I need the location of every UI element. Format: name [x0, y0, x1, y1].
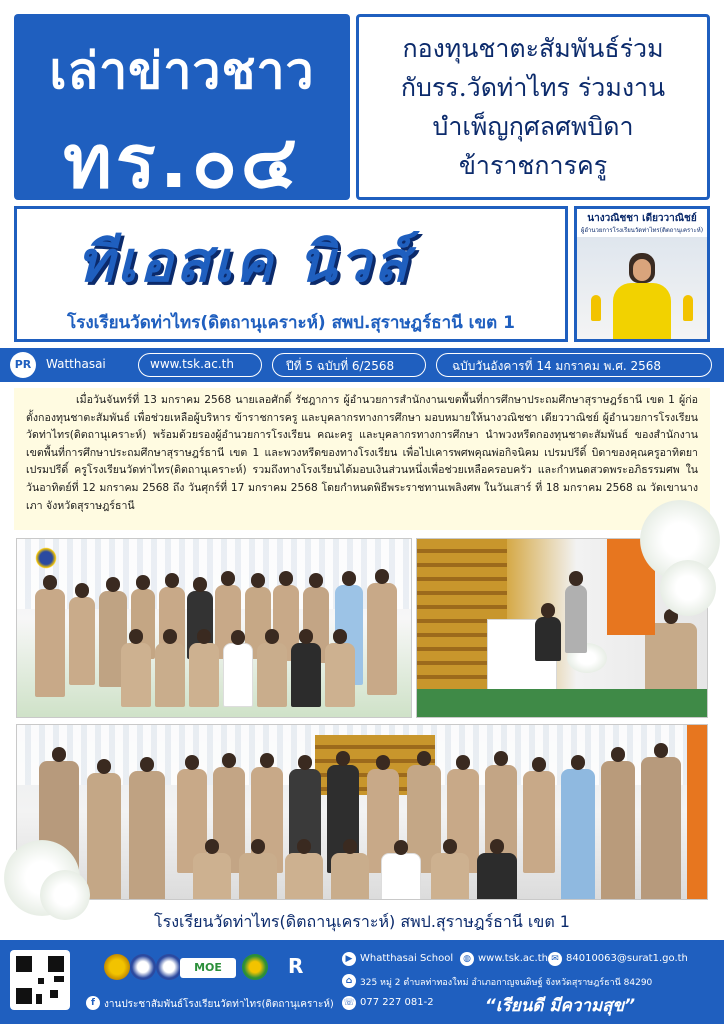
person: [431, 853, 469, 900]
moe-logo: MOE: [180, 958, 236, 978]
green-floor: [417, 689, 708, 718]
date-label: ฉบับวันอังคารที่ 14 มกราคม พ.ศ. 2568: [452, 359, 662, 373]
person: [87, 773, 121, 900]
footer-address: 325 หมู่ 2 ตำบลท่าทองใหม่ อำเภอกาญจนดิษฐ์ จังหวัดสุราษฎร์ธานี 84290: [360, 978, 653, 988]
headline-line: กับรร.วัดท่าไทร ร่วมงาน: [400, 73, 666, 102]
home-icon: ⌂: [342, 974, 356, 988]
headline-block: [356, 14, 710, 200]
header-title-line1: เล่าข่าวชาว: [49, 42, 315, 100]
lamp-icon: [591, 295, 601, 321]
decorative-flower: [660, 560, 716, 616]
person: [121, 643, 151, 707]
person: [367, 583, 397, 695]
person: [535, 617, 561, 661]
person: [35, 589, 65, 697]
district-logo-icon: [242, 954, 268, 980]
person: [325, 643, 355, 707]
seal-logo-icon: [104, 954, 130, 980]
issue-label: ปีที่ 5 ฉบับที่ 6/2568: [286, 359, 395, 373]
director-name: นางวณิชชา เดียววาณิชย์: [587, 213, 697, 224]
portrait-face: [633, 259, 651, 281]
director-portrait: [574, 206, 710, 342]
lamp-icon: [683, 295, 693, 321]
portrait-body: [613, 283, 671, 341]
issue-info-bar: [0, 348, 724, 382]
facebook-page-label[interactable]: งานประชาสัมพันธ์โรงเรียนวัดท่าไทร(ดิตถานุเคราะห์): [104, 999, 334, 1010]
group-photo-1: [16, 538, 412, 718]
person: [641, 757, 681, 900]
person: [381, 853, 421, 900]
footer: [0, 940, 724, 1024]
school-name-line: โรงเรียนวัดท่าไทร(ดิตถานุเคราะห์) สพป.สุราษฎร์ธานี เขต 1: [67, 313, 515, 333]
person: [523, 771, 555, 873]
pr-badge: PR: [10, 352, 36, 378]
article-box: [14, 388, 710, 530]
footer-email[interactable]: 84010063@surat1.go.th: [566, 953, 688, 964]
footer-website[interactable]: www.tsk.ac.th: [478, 953, 548, 964]
article-body: เมื่อวันจันทร์ที่ 13 มกราคม 2568 นายเลอศักดิ์ รัชฎาการ ผู้อำนวยการสำนักงานเขตพื้นที่การศึกษาประถมศึกษาสุราษฎร์ธานี เขต 1 ผู้ก่อตั้งกองทุนชาตะสัมพันธ์ เพื่อช่วยเหลือผู้บริหาร ข้าราชการครู และบุคลากรทางการศึกษา มอบหมายให้นางวณิชชา เดียววาณิชย์ ผู้อำนวยการโรงเรียนวัดท่าไทร(ดิตถานุเคราะห์) พร้อมด้วยรองผู้อำนวยการโรงเรียน คณะครู และบุคลากรทางการศึกษา นำพวงหรีดกองทุนชาตะสัมพันธ์ ของสำนักงานเขตพื้นที่การศึกษาประถมศึกษาสุราษฎร์ธานี เขต 1 และพวงหรีดของทางโรงเรียน เพื่อไปเคารพศพคุณพ่อกิจนิคม เปรมปรีดิ์ บิดาของคุณครูอาทิตยา เปรมปรีดิ์ ครูโรงเรียนวัดท่าไทร(ดิตถานุเคราะห์) รวมถึงทางโรงเรียนได้มอบเงินส่วนหนึ่งเพื่อช่วยเหลือครอบครัว และกำหนดสวดพระอภิธรรมศพ ในวันอาทิตย์ที่ 12 มกราคม 2568 ถึง วันศุกร์ที่ 17 มกราคม 2568 โดยกำหนดพิธีพระราชทานเพลิงศพ ในวันเสาร์ ที่ 18 มกราคม 2568 ณ วัดเขานางเภา จังหวัดสุราษฎร์ธานี: [26, 394, 698, 512]
header-title-block: [14, 14, 350, 205]
director-role: ผู้อำนวยการโรงเรียนวัดท่าไทร(ดิตถานุเคราะห์): [580, 227, 704, 234]
headline-line: บำเพ็ญกุศลศพบิดา: [432, 112, 634, 141]
facebook-icon: f: [86, 996, 100, 1010]
header-title-line2: ทร.๐๔: [63, 119, 301, 205]
headline-line: กองทุนชาตะสัมพันธ์ร่วม: [402, 34, 664, 63]
qr-code-icon[interactable]: [10, 950, 70, 1010]
youtube-icon: ▶: [342, 952, 356, 966]
emblem-icon: [31, 543, 61, 573]
school-logo-icon: [156, 954, 182, 980]
youtube-label[interactable]: Whatthasai School: [360, 953, 454, 964]
person: [155, 643, 185, 707]
person: [331, 853, 369, 900]
person: [601, 761, 635, 900]
person: [193, 853, 231, 900]
person: [239, 853, 277, 900]
person: [257, 643, 287, 707]
person: [189, 643, 219, 707]
person: [223, 643, 253, 707]
headline-line: ข้าราชการครู: [458, 151, 608, 180]
photo-caption: โรงเรียนวัดท่าไทร(ดิตถานุเคราะห์) สพป.สุราษฎร์ธานี เขต 1: [154, 912, 570, 931]
school-slogan: “เรียนดี มีความสุข”: [484, 996, 636, 1016]
email-icon: ✉: [548, 952, 562, 966]
globe-icon: ◍: [460, 952, 474, 966]
person: [565, 585, 587, 653]
obec-logo-icon: [130, 954, 156, 980]
person: [477, 853, 517, 900]
masthead: [14, 206, 568, 342]
person: [561, 769, 595, 900]
phone-icon: ☏: [343, 998, 355, 1008]
website-label[interactable]: www.tsk.ac.th: [150, 357, 234, 371]
person: [129, 771, 165, 900]
person: [285, 853, 323, 900]
group-photo-2: [16, 724, 708, 900]
person: [69, 597, 95, 685]
tsk-news-logo: ทีเอสเค นิวส์: [77, 230, 411, 295]
pr-logo-icon: R: [288, 954, 304, 978]
brand-label: Watthasai: [46, 357, 106, 371]
person: [291, 643, 321, 707]
footer-phone: 077 227 081-2: [360, 997, 434, 1008]
orange-wall: [687, 725, 708, 900]
